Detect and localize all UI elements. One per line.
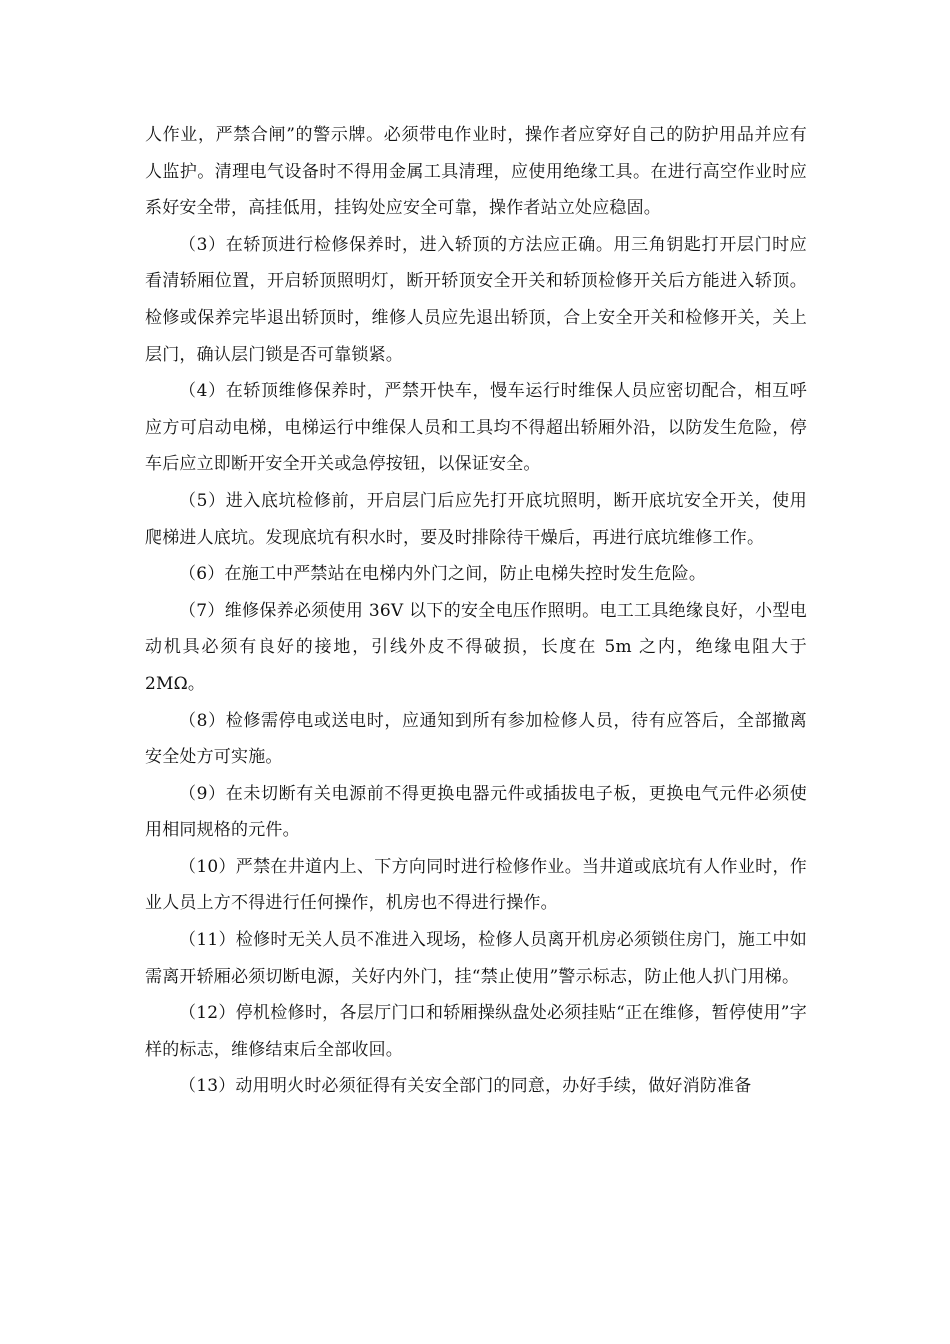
paragraph-continuation: 人作业，严禁合闸”的警示牌。必须带电作业时，操作者应穿好自己的防护用品并应有人监护。清理电气设备时不得用金属工具清理，应使用绝缘工具。在进行高空作业时应系好安全带，高挂低用，挂钩处应安全可靠，操作者站立处应稳固。 (145, 125, 807, 219)
paragraph-item-12: （12）停机检修时，各层厅门口和轿厢操纵盘处必须挂贴“正在维修，暂停使用”字样的标志，维修结束后全部收回。 (145, 1003, 807, 1060)
document-body (145, 117, 807, 1105)
paragraph-item-7: （7）维修保养必须使用 36V 以下的安全电压作照明。电工工具绝缘良好，小型电动机具必须有良好的接地，引线外皮不得破损，长度在 5m 之内，绝缘电阻大于 2MΩ。 (145, 600, 807, 694)
paragraph-item-4: （4）在轿顶维修保养时，严禁开快车，慢车运行时维保人员应密切配合，相互呼应方可启动电梯，电梯运行中维保人员和工具均不得超出轿厢外沿，以防发生危险，停车后应立即断开安全开关或急停按钮，以保证安全。 (145, 381, 807, 475)
paragraph-item-11: （11）检修时无关人员不准进入现场，检修人员离开机房必须锁住房门，施工中如需离开轿厢必须切断电源，关好内外门，挂“禁止使用”警示标志，防止他人扒门用梯。 (145, 930, 807, 987)
paragraph-item-3: （3）在轿顶进行检修保养时，进入轿顶的方法应正确。用三角钥匙打开层门时应看清轿厢位置，开启轿顶照明灯，断开轿顶安全开关和轿顶检修开关后方能进入轿顶。检修或保养完毕退出轿顶时，维修人员应先退出轿顶，合上安全开关和检修开关，关上层门，确认层门锁是否可靠锁紧。 (145, 234, 807, 365)
paragraph-item-10: （10）严禁在井道内上、下方向同时进行检修作业。当井道或底坑有人作业时，作业人员上方不得进行任何操作，机房也不得进行操作。 (145, 856, 807, 914)
paragraph-item-9: （9）在未切断有关电源前不得更换电器元件或插拔电子板，更换电气元件必须使用相同规格的元件。 (145, 783, 807, 841)
paragraph-item-6: （6）在施工中严禁站在电梯内外门之间，防止电梯失控时发生危险。 (179, 564, 707, 585)
paragraph-item-8: （8）检修需停电或送电时，应通知到所有参加检修人员，待有应答后，全部撤离安全处方可实施。 (145, 710, 807, 768)
paragraph-item-13: （13）动用明火时必须征得有关安全部门的同意，办好手续，做好消防准备 (179, 1076, 752, 1097)
paragraph-item-5: （5）进入底坑检修前，开启层门后应先打开底坑照明，断开底坑安全开关，使用爬梯进人底坑。发现底坑有积水时，要及时排除待干燥后，再进行底坑维修工作。 (145, 490, 807, 548)
